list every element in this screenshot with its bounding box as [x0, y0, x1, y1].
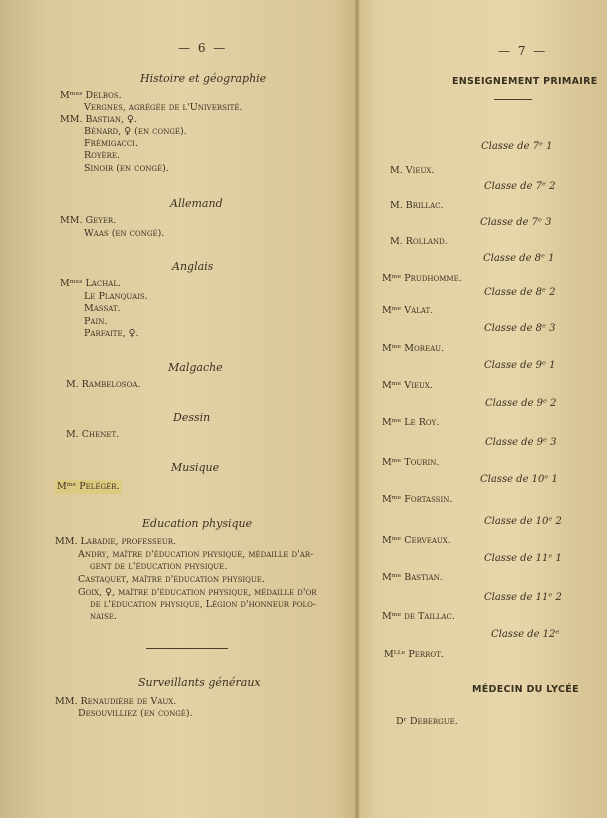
- medecin-name: Dʳ Debergue.: [396, 716, 458, 727]
- class-teacher-3: M. Rolland.: [390, 236, 448, 247]
- heading-dessin: Dessin: [173, 411, 211, 424]
- class-label-14: Classe de 12ᵉ: [491, 629, 560, 640]
- class-label-10: Classe de 10ᵉ 1: [480, 474, 558, 485]
- class-label-8: Classe de 9ᵉ 2: [485, 398, 557, 409]
- class-label-12: Classe de 11ᵉ 1: [484, 553, 562, 564]
- malgache-line-1: M. Rambelosoa.: [66, 379, 141, 390]
- education-line-1: MM. Labadie, professeur.: [55, 536, 177, 547]
- class-label-11: Classe de 10ᵉ 2: [484, 516, 562, 527]
- divider-rule: [146, 648, 228, 649]
- education-line-7: naise.: [90, 611, 117, 622]
- allemand-line-1: MM. Geyer.: [60, 215, 117, 226]
- heading-allemand: Allemand: [170, 197, 223, 210]
- class-teacher-8: Mᵐᵉ Le Roy.: [382, 417, 440, 428]
- histoire-line-2: Vergnes, agrégée de l'Université.: [84, 102, 243, 113]
- anglais-line-3: Massat.: [84, 303, 121, 314]
- histoire-line-7: Sinoir (en congé).: [84, 163, 169, 174]
- musique-line-1: Mᵐᵉ Pelégér.: [55, 480, 122, 494]
- class-teacher-1: M. Vieux.: [390, 165, 435, 176]
- histoire-line-3: MM. Bastian, ♀.: [60, 114, 137, 125]
- class-teacher-9: Mᵐᵉ Tourin.: [382, 457, 440, 468]
- education-line-4: Castaquet, maître d'éducation physique.: [78, 574, 265, 585]
- education-line-3: gent de l'éducation physique.: [90, 561, 228, 572]
- class-label-1: Classe de 7ᵉ 1: [481, 141, 553, 152]
- section-rule: [494, 99, 532, 100]
- class-teacher-14: Mᴸᴸᵉ Perrot.: [384, 649, 444, 660]
- histoire-line-6: Royère.: [84, 150, 121, 161]
- class-teacher-12: Mᵐᵉ Bastian.: [382, 572, 443, 583]
- heading-musique: Musique: [171, 461, 220, 474]
- class-label-4: Classe de 8ᵉ 1: [483, 253, 555, 264]
- anglais-line-1: Mᵐᵉˢ Lachal.: [60, 278, 121, 289]
- histoire-line-1: Mᵐᵉˢ Delbos.: [60, 90, 122, 101]
- class-label-7: Classe de 9ᵉ 1: [484, 360, 556, 371]
- surveillants-line-2: Desouvilliez (en congé).: [78, 708, 193, 719]
- anglais-line-2: Le Planquais.: [84, 291, 148, 302]
- surveillants-line-1: MM. Renaudière de Vaux.: [55, 696, 177, 707]
- histoire-line-4: Bénard, ♀ (en congé).: [84, 126, 187, 137]
- class-label-3: Classe de 7ᵉ 3: [480, 217, 552, 228]
- section-title-primaire: ENSEIGNEMENT PRIMAIRE: [452, 76, 598, 87]
- education-line-2: Andry, maître d'éducation physique, médaille d'ar-: [78, 549, 314, 560]
- section-title-medecin: MÉDECIN DU LYCÉE: [472, 684, 579, 695]
- heading-surveillants: Surveillants généraux: [138, 676, 261, 689]
- class-teacher-4: Mᵐᵉ Prudhomme.: [382, 273, 462, 284]
- page-number-6: — 6 —: [178, 41, 228, 55]
- class-label-13: Classe de 11ᵉ 2: [484, 592, 562, 603]
- class-teacher-13: Mᵐᵉ de Taillac.: [382, 611, 455, 622]
- class-teacher-11: Mᵐᵉ Cerveaux.: [382, 535, 451, 546]
- education-line-5: Goix, ♀, maître d'éducation physique, médaille d'or: [78, 587, 317, 598]
- education-line-6: de l'éducation physique, Légion d'honneur polo-: [90, 599, 317, 610]
- heading-malgache: Malgache: [168, 361, 223, 374]
- allemand-line-2: Waas (en congé).: [84, 228, 165, 239]
- class-label-5: Classe de 8ᵉ 2: [484, 287, 556, 298]
- class-teacher-5: Mᵐᵉ Valat.: [382, 305, 434, 316]
- class-label-2: Classe de 7ᵉ 2: [484, 181, 556, 192]
- class-label-9: Classe de 9ᵉ 3: [485, 437, 557, 448]
- anglais-line-5: Parfaite, ♀.: [84, 328, 139, 339]
- class-teacher-2: M. Brillac.: [390, 200, 444, 211]
- class-teacher-10: Mᵐᵉ Fortassin.: [382, 494, 453, 505]
- dessin-line-1: M. Chenet.: [66, 429, 120, 440]
- right-page: [360, 0, 607, 818]
- class-teacher-7: Mᵐᵉ Vieux.: [382, 380, 433, 391]
- heading-education: Education physique: [142, 517, 253, 530]
- heading-histoire: Histoire et géographie: [140, 72, 267, 85]
- page-number-7: — 7 —: [498, 44, 548, 58]
- histoire-line-5: Frémigacci.: [84, 138, 139, 149]
- heading-anglais: Anglais: [172, 260, 214, 273]
- class-label-6: Classe de 8ᵉ 3: [484, 323, 556, 334]
- class-teacher-6: Mᵐᵉ Moreau.: [382, 343, 445, 354]
- anglais-line-4: Pain.: [84, 316, 108, 327]
